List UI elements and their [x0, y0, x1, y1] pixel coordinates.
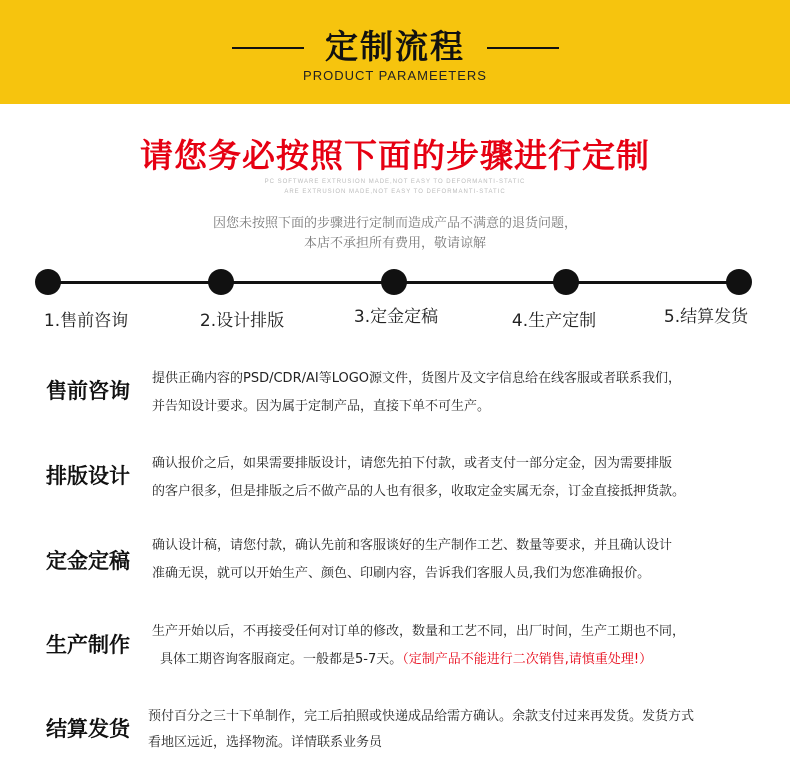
section-line: 生产开始以后，不再接受任何对订单的修改，数量和工艺不同，出厂时间，生产工期也不同，: [152, 624, 686, 639]
timeline-dot-2: [208, 269, 234, 295]
timeline-dot-1: [35, 269, 61, 295]
watermark-text-1: PC SOFTWARE EXTRUSION MADE,NOT EASY TO DEFORMANTI-STATIC: [264, 179, 526, 185]
banner-title: 定制流程: [325, 27, 465, 66]
step-label-5: 5.结算发货: [663, 307, 749, 327]
section-line: 准确无误，就可以开始生产、颜色、印刷内容，告诉我们客服人员,我们为您准确报价。: [152, 566, 651, 581]
section-line: 提供正确内容的PSD/CDR/AI等LOGO源文件，货图片及文字信息给在线客服或者联系我们，: [152, 371, 682, 386]
step-label-1: 1.售前咨询: [43, 311, 129, 331]
section-title-settlement: 结算发货: [46, 717, 130, 741]
section-line: [152, 648, 772, 671]
timeline-dot-3: [381, 269, 407, 295]
section-text-deposit: [152, 534, 772, 585]
section-line: 预付百分之三十下单制作，完工后拍照或快递成品给需方确认。余款支付过来再发货。发货方式: [148, 709, 695, 724]
timeline-dot-5: [726, 269, 752, 295]
section-text-settlement: [148, 705, 768, 754]
section-line: 确认报价之后，如果需要排版设计，请您先拍下付款，或者支付一部分定金，因为需要排版: [152, 456, 673, 471]
watermark-text-2: ARE EXTRUSION MADE,NOT EASY TO DEFORMANTI-STATIC: [284, 189, 506, 195]
step-label-2: 2.设计排版: [199, 311, 285, 331]
section-text-consult: [152, 367, 772, 418]
notice-line-2: 本店不承担所有费用，敬请谅解: [303, 236, 486, 251]
section-line-text: 具体工期咨询客服商定。一般都是5-7天。: [160, 652, 403, 667]
section-line: 看地区远近，选择物流。详情联系业务员: [148, 735, 383, 750]
step-label-3: 3.定金定稿: [353, 307, 439, 327]
step-label-4: 4.生产定制: [511, 311, 597, 331]
section-title-design: 排版设计: [46, 464, 130, 488]
section-line: 并告知设计要求。因为属于定制产品，直接下单不可生产。: [152, 399, 491, 414]
section-line: 的客户很多，但是排版之后不做产品的人也有很多，收取定金实属无奈，订金直接抵押货款。: [152, 484, 686, 499]
section-title-consult: 售前咨询: [46, 379, 130, 403]
section-line: 确认设计稿，请您付款，确认先前和客服谈好的生产制作工艺、数量等要求，并且确认设计: [152, 538, 673, 553]
section-title-deposit: 定金定稿: [46, 549, 130, 573]
notice-line-1: 因您未按照下面的步骤进行定制而造成产品不满意的退货问题，: [212, 216, 577, 231]
warning-text: （定制产品不能进行二次销售,请慎重处理!）: [402, 652, 653, 667]
section-text-design: [152, 452, 772, 503]
banner-subtitle: PRODUCT PARAMEETERS: [303, 68, 487, 83]
headline: 请您务必按照下面的步骤进行定制: [140, 136, 650, 175]
section-title-production: 生产制作: [46, 633, 130, 657]
section-text-production: [152, 620, 772, 671]
timeline-dot-4: [553, 269, 579, 295]
